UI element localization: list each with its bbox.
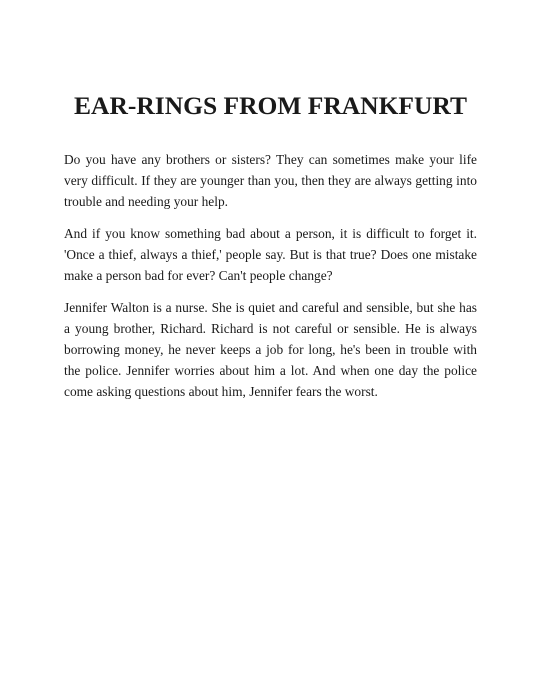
paragraph-1: Do you have any brothers or sisters? They can sometimes make your life very difficult. If they are younger than you, then they are always getting into trouble and needing your help. [64,152,477,209]
paragraph-2: And if you know something bad about a person, it is difficult to forget it. 'Once a thief, always a thief,' people say. But is that true? Does one mistake make a person bad for ever? Can't people change? [64,226,477,283]
document-body [64,149,477,413]
document-title: EAR-RINGS FROM FRANKFURT [74,91,467,120]
paragraph-3: Jennifer Walton is a nurse. She is quiet and careful and sensible, but she has a young brother, Richard. Richard is not careful or sensible. He is always borrowing money, he never keeps a job for long, he's been in trouble with the police. Jennifer worries about him a lot. And when one day the police come asking questions about him, Jennifer fears the worst. [64,300,477,399]
